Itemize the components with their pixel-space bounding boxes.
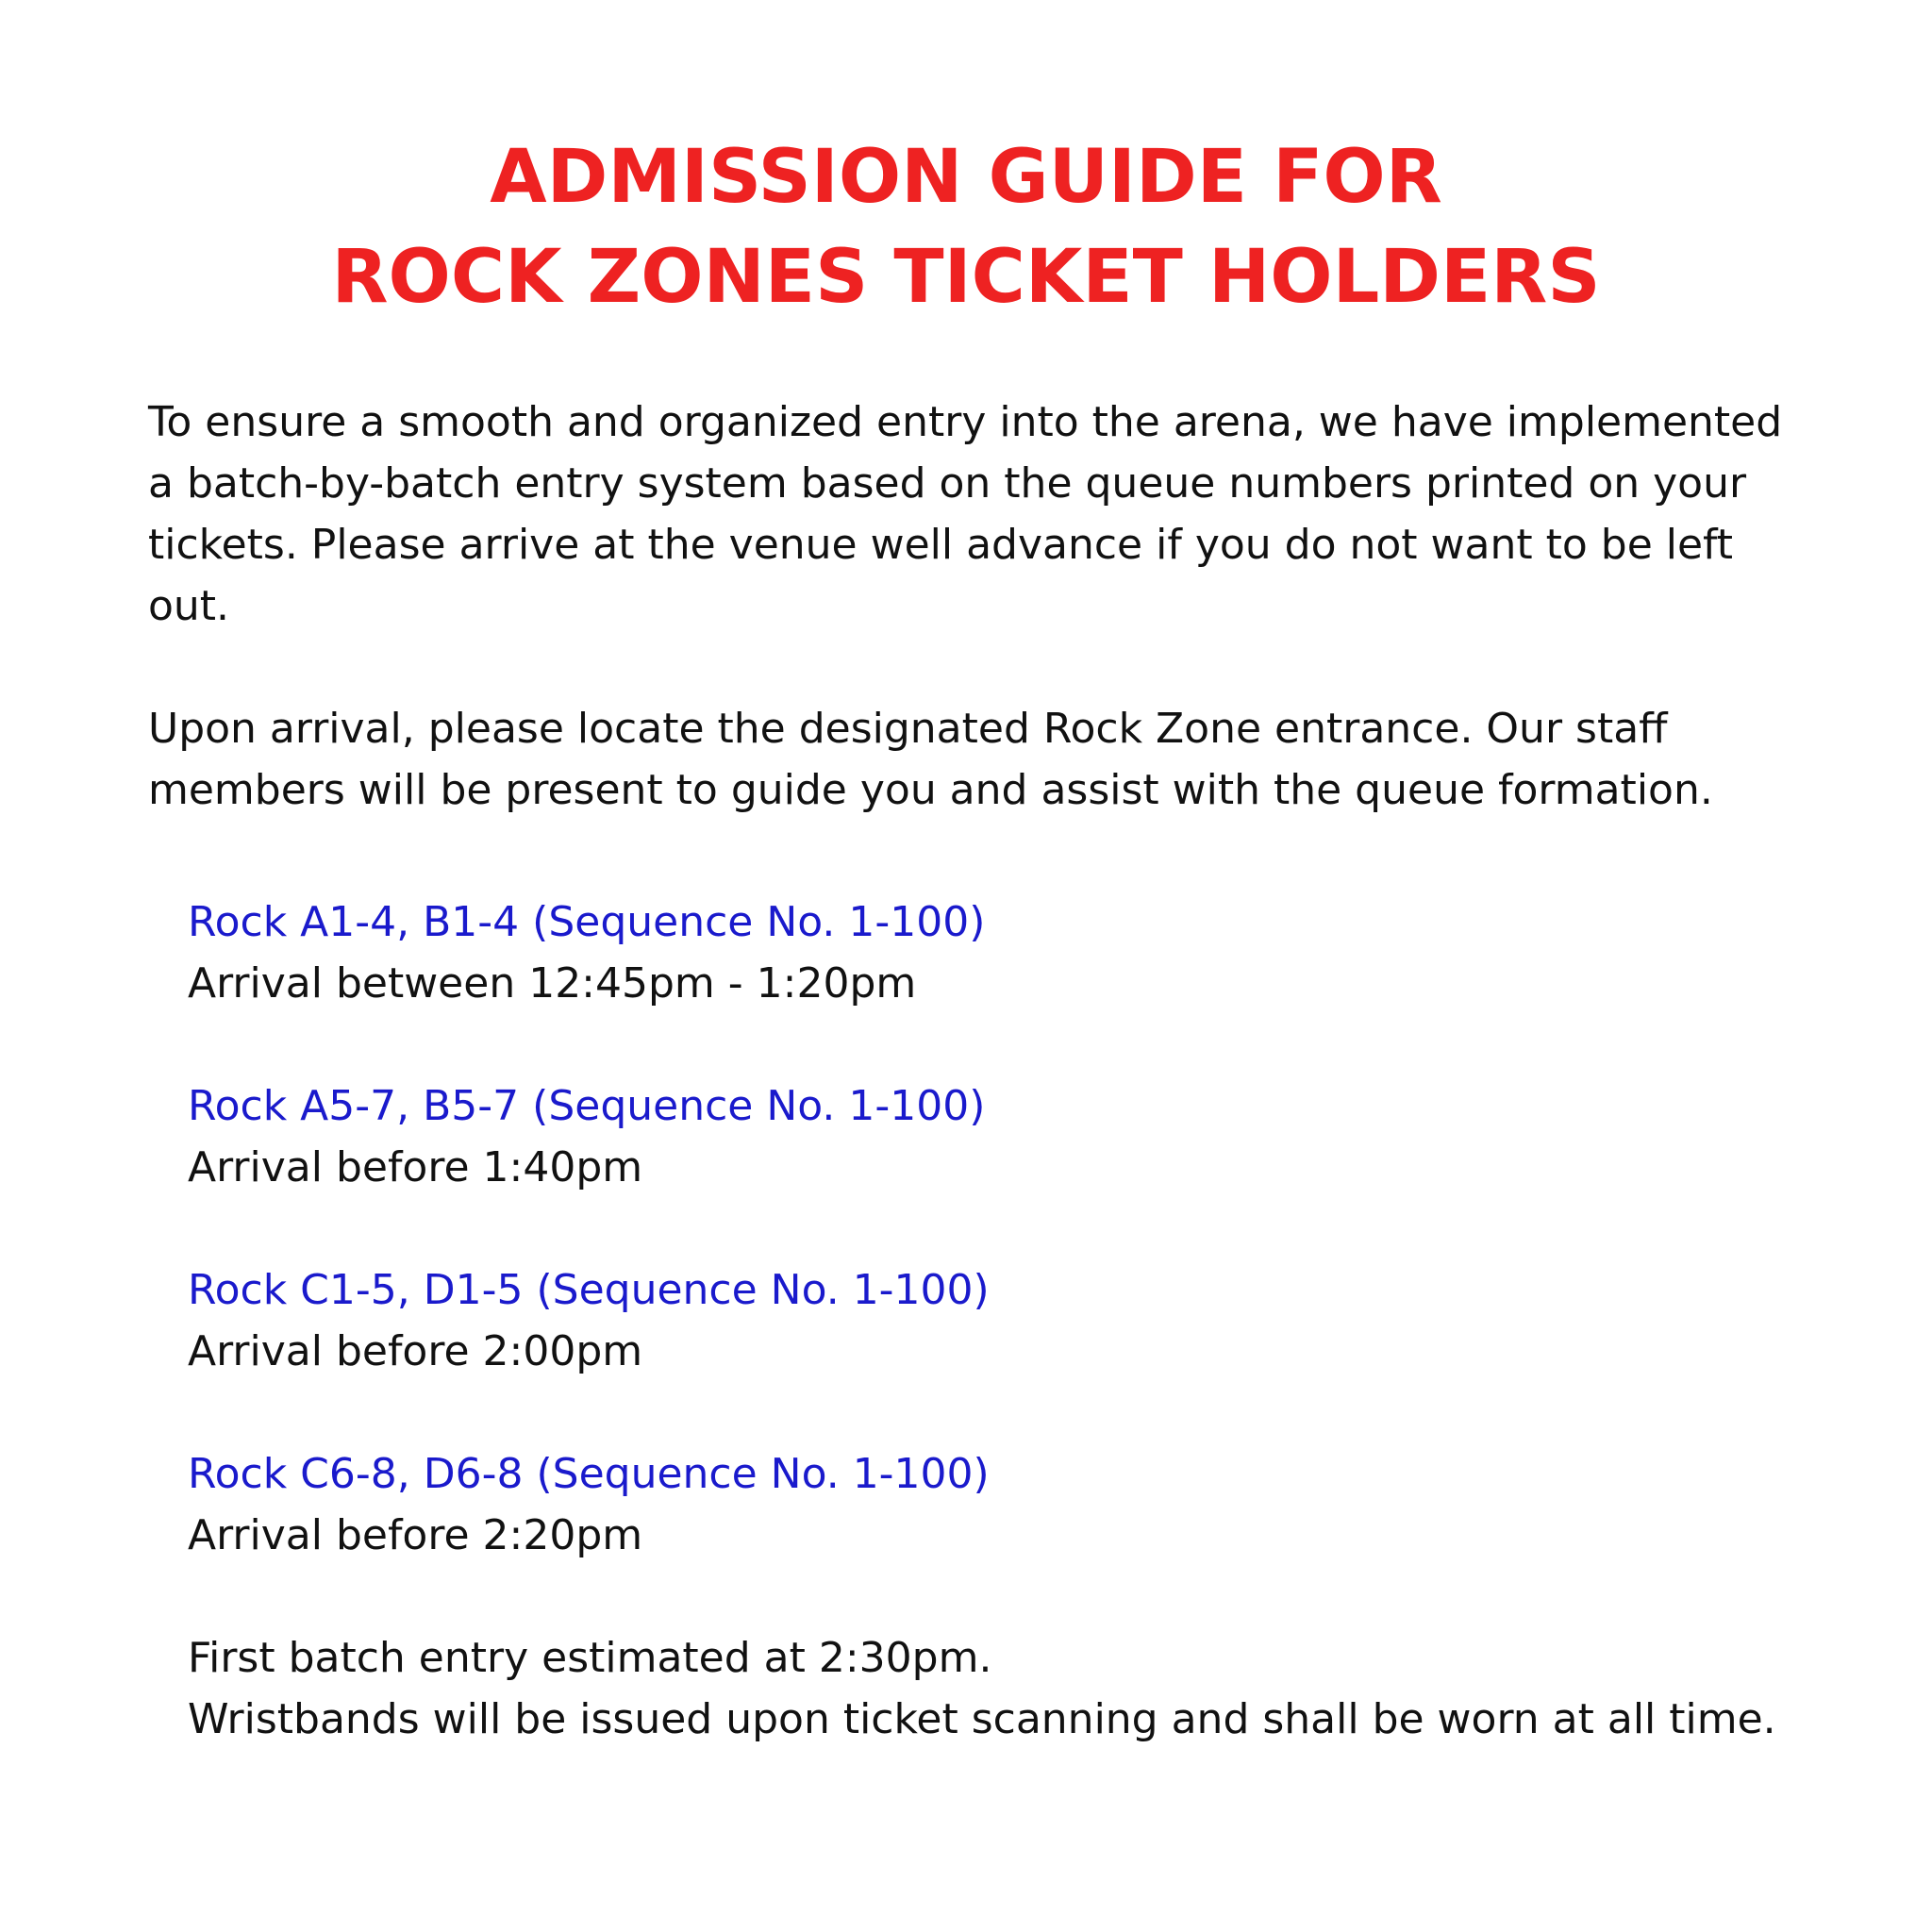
zone-name: Rock A5-7, B5-7 (Sequence No. 1-100) [188, 1082, 986, 1130]
arrival-paragraph: Upon arrival, please locate the designated Rock Zone entrance. Our staff members will be present to guide you and assist with the queue formation. [148, 705, 1713, 814]
first-batch-note: First batch entry estimated at 2:30pm. [188, 1634, 992, 1682]
zone-arrival-time: Arrival between 12:45pm - 1:20pm [188, 959, 917, 1008]
intro-paragraph: To ensure a smooth and organized entry into the arena, we have implemented a batch-by-batch entry system based on the queue numbers printed on your tickets. Please arrive at the venue well advance if you do not want to be left out. [148, 398, 1783, 630]
zone-entry [188, 1259, 1848, 1382]
zone-arrival-time: Arrival before 2:20pm [188, 1511, 643, 1559]
zone-name: Rock A1-4, B1-4 (Sequence No. 1-100) [188, 898, 986, 946]
zone-schedule [188, 891, 1848, 1750]
zone-arrival-time: Arrival before 1:40pm [188, 1143, 643, 1191]
page-title [0, 127, 1932, 327]
zone-name: Rock C1-5, D1-5 (Sequence No. 1-100) [188, 1266, 990, 1314]
zone-entry [188, 1075, 1848, 1198]
zone-entry [188, 891, 1848, 1014]
wristband-note: Wristbands will be issued upon ticket scanning and shall be worn at all time. [188, 1695, 1776, 1743]
zone-name: Rock C6-8, D6-8 (Sequence No. 1-100) [188, 1450, 990, 1498]
title-line-2: ROCK ZONES TICKET HOLDERS [331, 235, 1601, 320]
zone-entry [188, 1443, 1848, 1566]
zone-arrival-time: Arrival before 2:00pm [188, 1327, 643, 1375]
title-line-1: ADMISSION GUIDE FOR [490, 135, 1442, 220]
entry-notes [188, 1627, 1848, 1750]
